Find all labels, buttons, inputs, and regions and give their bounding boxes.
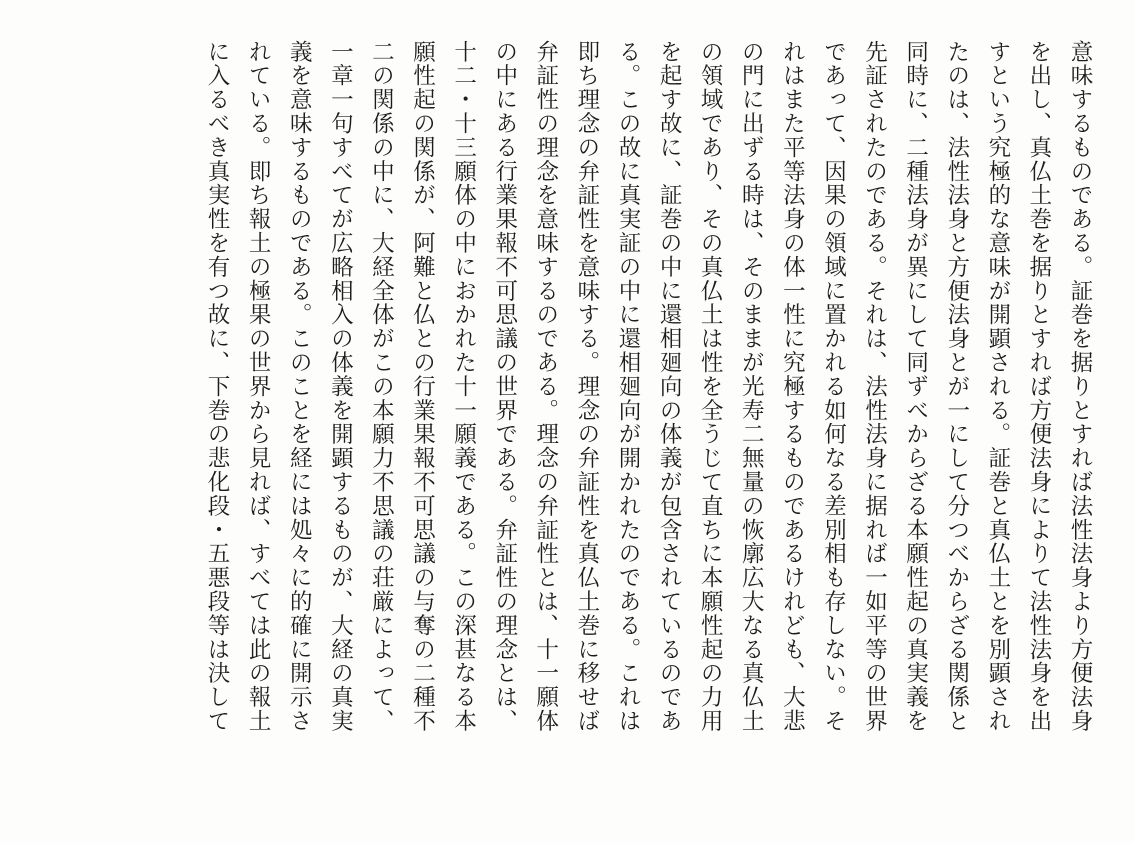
text-line-11: を起す故に、証巻の中に還相廻向の体義が包含されているのであ xyxy=(656,40,683,734)
text-line-9: の門に出ずる時は、そのままが光寿二無量の恢廓広大なる真仏土 xyxy=(738,40,765,734)
text-line-3: すという究極的な意味が開顕される。証巻と真仏土とを別顕され xyxy=(984,40,1011,734)
text-line-15: の中にある行業果報不可思議の世界である。弁証性の理念とは、 xyxy=(491,40,518,734)
text-line-14: 弁証性の理念を意味するのである。理念の弁証性とは、十一願体 xyxy=(532,40,559,734)
text-line-7: であって、因果の領域に置かれる如何なる差別相も存しない。そ xyxy=(820,40,847,734)
text-line-20: 義を意味するものである。このことを経には処々に的確に開示さ xyxy=(286,40,313,734)
text-line-4: たのは、法性法身と方便法身とが一にして分つべからざる関係と xyxy=(943,40,970,734)
text-line-21: れている。即ち報土の極果の世界から見れば、すべては此の報土 xyxy=(245,40,272,734)
text-line-10: の領域であり、その真仏土は性を全うじて直ちに本願性起の力用 xyxy=(697,40,724,734)
text-line-19: 一章一句すべてが広略相入の体義を開顕するものが、大経の真実 xyxy=(327,40,354,734)
text-line-18: 二の関係の中に、大経全体がこの本願力不思議の荘厳によって、 xyxy=(368,40,395,734)
text-line-13: 即ち理念の弁証性を意味する。理念の弁証性を真仏土巻に移せば xyxy=(573,40,600,734)
text-line-16: 十二・十三願体の中におかれた十一願義である。この深甚なる本 xyxy=(450,40,477,734)
text-line-6: 先証されたのである。それは、法性法身に据れば一如平等の世界 xyxy=(861,40,888,734)
text-line-17: 願性起の関係が、阿難と仏との行業果報不可思議の与奪の二種不 xyxy=(409,40,436,734)
text-line-2: を出し、真仏土巻を据りとすれば方便法身によりて法性法身を出 xyxy=(1025,40,1052,734)
text-line-22: に入るべき真実性を有つ故に、下巻の悲化段・五悪段等は決して xyxy=(204,40,231,734)
vertical-text-body xyxy=(40,40,1100,780)
text-line-12: る。この故に真実証の中に還相廻向が開かれたのである。これは xyxy=(614,40,641,734)
text-line-8: れはまた平等法身の体一性に究極するものであるけれども、大悲 xyxy=(779,40,806,734)
text-line-1: 意味するものである。証巻を据りとすれば法性法身より方便法身 xyxy=(1067,40,1093,734)
text-line-5: 同時に、二種法身が異にして同ずべからざる本願性起の真実義を xyxy=(902,40,929,734)
